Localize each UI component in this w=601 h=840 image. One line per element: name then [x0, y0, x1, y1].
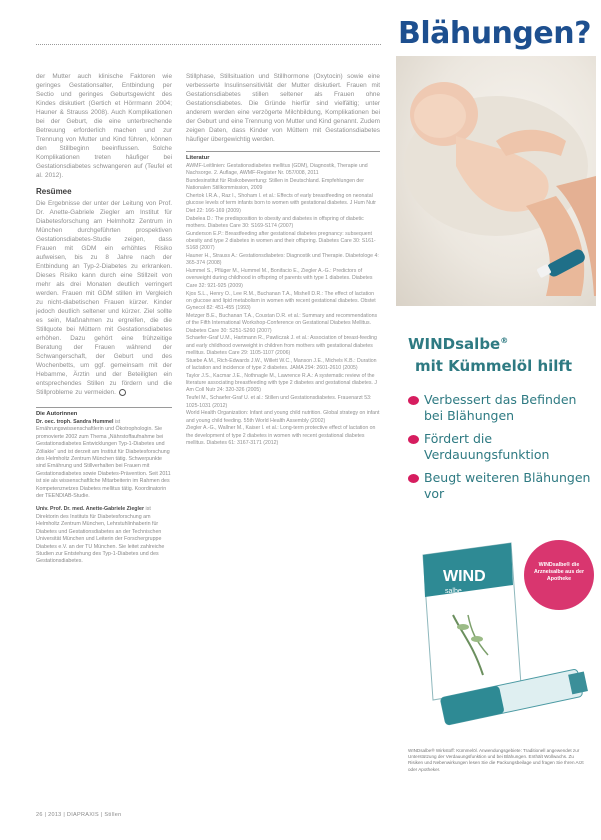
- resume-text: Die Ergebnisse der unter der Leitung von Prof. Dr. Anette-Gabriele Ziegler am Institut für Diabetesforschung am Helmholtz Zentrum in München durchgeführten prospektiven Gestationsdiabetes-Studie zeigen, dass Frauen mit GDM ein erhöhtes Risiko aufweisen, bis zu 8 Jahre nach der Entbindung an Typ-2-Diabetes zu erkranken. Dieses Risiko kann durch eine Stillzeit von mehr als drei Monaten deutlich verringert werden. Frauen mit GDM stillen im Vergleich zu nicht-diabetischen Frauen kürzer. Kinder jedoch deutlich seltener und kürzer. Ziel sollte es sein, Maßnahmen zu ergreifen, die die Stillquote bei Müttern mit Gestationsdiabetes erhöhen. Dazu gehört eine frühzeitige Beratung der Frauen während der Schwangerschaft, der Geburt und des Wochenbetts, um ggf. gemeinsam mit der Hebamme, Ärztin und der Beteiligten ein entsprechendes Stillen zu fördern und die Stillprobleme zu vermeiden.: [36, 200, 172, 396]
- literature-divider: [186, 151, 380, 152]
- reference-item: Dabelea D.: The predisposition to obesity and diabetes in offspring of diabetic mothers. Diabetes Care 30: S169-S174 (2007): [186, 215, 364, 229]
- advertisement: [388, 0, 601, 840]
- brand-name-text: WINDsalbe: [408, 335, 501, 353]
- end-of-article-icon: [119, 389, 126, 396]
- ad-benefit-list: [408, 392, 593, 509]
- registered-mark: ®: [500, 336, 509, 345]
- benefit-text: Fördert die Verdauungsfunktion: [424, 431, 550, 462]
- pharmacy-badge: WINDsalbe® die Arzneisalbe aus der Apotheke: [524, 540, 594, 610]
- ad-legal-text: WINDsalbe® Wirkstoff: Kümmelöl. Anwendungsgebiete: Traditionell angewendet zur Unterstützung der Verdauungsfunktion und bei Blähungen. Enthält Wollwachs. Zu Risiken und Nebenwirkungen lesen Sie die Packungsbeilage und fragen Sie Ihren Arzt oder Apotheker.: [408, 748, 584, 772]
- benefit-item: [408, 392, 593, 424]
- author-1-bio: [36, 419, 172, 500]
- product-name-label: WIND: [443, 568, 486, 585]
- page-footer: 26 | 2013 | DIAPRAXIS | Stillen: [36, 812, 122, 818]
- top-divider: [36, 44, 381, 45]
- bullet-dot-icon: [408, 396, 419, 405]
- reference-list: [186, 163, 380, 447]
- author-2-bio: [36, 506, 172, 565]
- author-1-name: Dr. oec. troph. Sandra Hummel: [36, 419, 114, 425]
- ad-brand-claim: mit Kümmelöl hilft: [415, 357, 573, 375]
- reference-item: Kjos S.L., Henry O., Lee R.M., Buchanan T.A., Mishell D.R.: The effect of lactation on glucose and lipid metabolism in women with recent gestational diabetes. Obstet Gynecol 82: 451-455 (1993): [186, 290, 376, 312]
- ad-brand-name: [408, 335, 508, 353]
- bullet-dot-icon: [408, 474, 419, 483]
- benefit-item: [408, 470, 593, 502]
- authors-divider: [36, 407, 172, 408]
- reference-item: Gunderson E.P.: Breastfeeding after gestational diabetes pregnancy: subsequent obesity and type 2 diabetes in women and their offspring. Diabetes Care 30: S161-S168 (2007): [186, 230, 376, 252]
- reference-item: Hummel S., Pflüger M., Hummel M., Bonifacio E., Ziegler A.-G.: Predictors of overweight during childhood in offspring of parents with type 1 diabetes. Diabetes Care 32: 921-925 (2009): [186, 268, 373, 289]
- baby-illustration: [396, 56, 596, 306]
- reference-item: Bundesinstitut für Risikobewertung: Stillen in Deutschland. Empfehlungen der Nationalen Stillkommission, 2009: [186, 178, 364, 192]
- resume-heading: Resümee: [36, 187, 72, 196]
- author-1-text: ist Ernährungswissenschaftlerin und Ökotrophologin. Sie promovierte 2002 zum Thema „Nährstoffaufnahme bei Gestationsdiabetes Entwicklungen Typ-1-Diabetes und Zöliakie“ und ist derzeit am Institut für Diabetesforschung des Helmholtz Zentrum München tätig. Schwerpunkte sind Ernährung und Stillverhalten bei Frauen mit Gestationsdiabetes sowie Diabetes-Prävention. Seit 2011 ist sie als wissenschaftliche Mitarbeiterin im Rahmen des Kompetenznetzes Diabetes mellitus tätig. Koordinatorin der TEENDIAB-Studie.: [36, 419, 171, 500]
- continuation-paragraph: Stillphase, Stillsituation und Stillhormone (Oxytocin) sowie eine verbesserte Insulinsensitivität der Mutter diskutiert. Frauen mit Gestationsdiabetes stillen seltener als Frauen ohne Gestationsdiabetes. Die Gründe hierfür sind vielfältig; unter anderem werden eine verzögerte Milchbildung, Komplikationen bei der Geburt und eine Trennung von Mutter und Kind genannt. Zudem zeigen Daten, dass Kinder von Müttern mit Gestationsdiabetes häufiger übergewichtig werden.: [186, 73, 380, 143]
- author-2-name: Univ. Prof. Dr. med. Anette-Gabriele Ziegler: [36, 506, 145, 513]
- benefit-text: Verbessert das Befinden bei Blähungen: [424, 392, 577, 423]
- reference-item: Hauner H., Strauss A.: Gestationsdiabetes: Diagnostik und Therapie. Diabetologe 4: 365-374 (2008): [186, 253, 379, 267]
- benefit-text: Beugt weiteren Blähungen vor: [424, 470, 591, 501]
- reference-item: Stuebe A.M., Rich-Edwards J.W., Willett W.C., Manson J.E., Michels K.B.: Duration of lactation and incidence of type 2 diabetes. JAMA 294: 2601-2610 (2005): [186, 357, 377, 372]
- article-column-2: [186, 72, 380, 448]
- literature-heading: Literatur: [186, 155, 210, 161]
- reference-item: Ziegler A.-G., Wallner M., Kaiser I. et al.: Long-term protective effect of lactation on the development of type 2 diabetes in women with recent gestational diabetes mellitus. Diabetes 61: 3167-3171 (2012): [186, 425, 376, 446]
- baby-photo: [396, 56, 596, 306]
- reference-item: Chertok I.R.A., Raz I., Shoham I. et al.: Effects of early breastfeeding on neonatal glucose levels of term infants born to women with gestational diabetes. J Hum Nutr Diet 22: 166-169 (2009): [186, 193, 377, 214]
- ad-headline: Blähungen?: [397, 16, 591, 51]
- intro-paragraph: der Mutter auch klinische Faktoren wie geringes Gestationsalter, Entbindung per Sectio und geringes Geburtsgewicht des Kindes diskutiert (Gertich et Hörrmann 2004; Hauner & Strauss 2008). Auch Komplikationen bei der Geburt, die eine unterbrechende Betreuung erforderlich machen und zur Trennung von Mutter und Kind führen, können den Stillbeginn beeinflussen. Solche Komplikationen treten häufiger bei Gestationsdiabetes schwangeren auf (Teufel et al. 2012).: [36, 73, 172, 179]
- reference-item: Teufel M., Schaefer-Graf U. et al.: Stillen und Gestationsdiabetes. Frauenarzt 53: 1025-1031 (2012): [186, 395, 372, 409]
- reference-item: AWMF-Leitlinien: Gestationsdiabetes mellitus (GDM), Diagnostik, Therapie und Nachsorge. 2. Auflage, AWMF-Register Nr. 057/008, 2011: [186, 163, 368, 177]
- author-2-text: ist Direktorin des Instituts für Diabetesforschung am Helmholtz Zentrum München, Lehrstuhlinhaberin für Diabetes und Gestationsdiabetes an der Technischen Universität München und Leiterin der Forschergruppe Diabetes e.V. an der TU München. Sie leitet zahlreiche Studien zur Entstehung des Typ-1-Diabetes und des Gestationsdiabetes.: [36, 506, 165, 565]
- reference-item: Taylor J.S., Kacmar J.E., Nothnagle M., Lawrence R.A.: A systematic review of the literature associating breastfeeding with type 2 diabetes and gestational diabetes. J Am Coll Nutr 24: 320-326 (2005): [186, 372, 377, 394]
- benefit-item: [408, 431, 593, 463]
- reference-item: World Health Organization: Infant and young child nutrition. Global strategy on infant and young child feeding. 55th World Health Assembly (2002): [186, 410, 380, 424]
- reference-item: Metzger B.E., Buchanan T.A., Coustan D.R. et al.: Summary and recommendations of the Fifth International Workshop-Conference on Gestational Diabetes Mellitus. Diabetes Care 30: S251-S260 (2007): [186, 312, 378, 334]
- authors-heading: Die Autorinnen: [36, 411, 78, 417]
- resume-paragraph: [36, 199, 172, 397]
- reference-item: Schaefer-Graf U.M., Hartmann R., Pawliczak J. et al.: Association of breast-feeding and early childhood overweight in children from mothers with gestational diabetes mellitus. Diabetes Care 29: 1105-1107 (2006): [186, 335, 377, 356]
- bullet-dot-icon: [408, 435, 419, 444]
- article-column-1: [36, 72, 172, 567]
- product-sub-label: salbe: [445, 588, 462, 595]
